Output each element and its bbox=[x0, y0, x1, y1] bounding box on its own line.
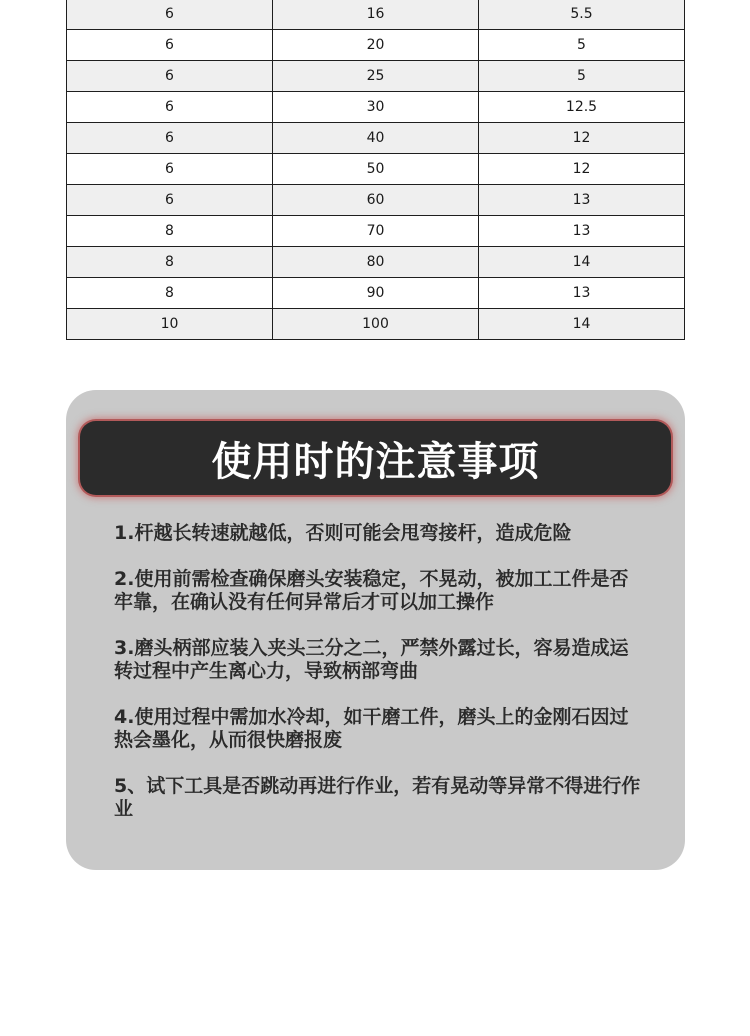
table-cell: 5.5 bbox=[479, 0, 685, 30]
table-row bbox=[67, 30, 685, 61]
table-cell: 100 bbox=[273, 309, 479, 340]
table-row bbox=[67, 247, 685, 278]
table-cell: 70 bbox=[273, 216, 479, 247]
table-cell: 6 bbox=[67, 185, 273, 216]
notice-item: 1.杆越长转速就越低，否则可能会甩弯接杆，造成危险 bbox=[114, 522, 572, 544]
table-cell: 20 bbox=[273, 30, 479, 61]
table-row bbox=[67, 0, 685, 30]
table-cell: 5 bbox=[479, 61, 685, 92]
table-cell: 8 bbox=[67, 278, 273, 309]
table-cell: 13 bbox=[479, 278, 685, 309]
notice-item: 3.磨头柄部应装入夹头三分之二，严禁外露过长，容易造成运转过程中产生离心力，导致柄部弯曲 bbox=[114, 637, 629, 682]
notice-list bbox=[114, 522, 644, 844]
table-row bbox=[67, 278, 685, 309]
table-cell: 30 bbox=[273, 92, 479, 123]
table-cell: 90 bbox=[273, 278, 479, 309]
table-cell: 16 bbox=[273, 0, 479, 30]
notice-item: 4.使用过程中需加水冷却，如干磨工件，磨头上的金刚石因过热会墨化，从而很快磨报废 bbox=[114, 706, 629, 751]
table-cell: 6 bbox=[67, 61, 273, 92]
table-row bbox=[67, 216, 685, 247]
table-cell: 12 bbox=[479, 123, 685, 154]
notice-title: 使用时的注意事项 bbox=[80, 421, 671, 495]
table-cell: 14 bbox=[479, 309, 685, 340]
table-cell: 12.5 bbox=[479, 92, 685, 123]
spec-table bbox=[66, 0, 685, 340]
notice-item: 2.使用前需检查确保磨头安装稳定，不晃动，被加工工件是否牢靠，在确认没有任何异常后才可以加工操作 bbox=[114, 568, 629, 613]
table-row bbox=[67, 185, 685, 216]
table-cell: 6 bbox=[67, 0, 273, 30]
table-cell: 13 bbox=[479, 185, 685, 216]
notice-item: 5、试下工具是否跳动再进行作业，若有晃动等异常不得进行作业 bbox=[114, 775, 641, 820]
table-cell: 12 bbox=[479, 154, 685, 185]
table-cell: 6 bbox=[67, 30, 273, 61]
table-cell: 60 bbox=[273, 185, 479, 216]
table-cell: 5 bbox=[479, 30, 685, 61]
usage-notice-card bbox=[66, 390, 685, 870]
table-cell: 8 bbox=[67, 247, 273, 278]
table-cell: 13 bbox=[479, 216, 685, 247]
table-row bbox=[67, 123, 685, 154]
table-cell: 6 bbox=[67, 92, 273, 123]
table-row bbox=[67, 309, 685, 340]
table-cell: 10 bbox=[67, 309, 273, 340]
table-cell: 6 bbox=[67, 123, 273, 154]
table-cell: 14 bbox=[479, 247, 685, 278]
table-cell: 8 bbox=[67, 216, 273, 247]
table-row bbox=[67, 61, 685, 92]
table-cell: 6 bbox=[67, 154, 273, 185]
table-cell: 25 bbox=[273, 61, 479, 92]
table-cell: 40 bbox=[273, 123, 479, 154]
table-cell: 50 bbox=[273, 154, 479, 185]
table-row bbox=[67, 154, 685, 185]
table-cell: 80 bbox=[273, 247, 479, 278]
table-row bbox=[67, 92, 685, 123]
